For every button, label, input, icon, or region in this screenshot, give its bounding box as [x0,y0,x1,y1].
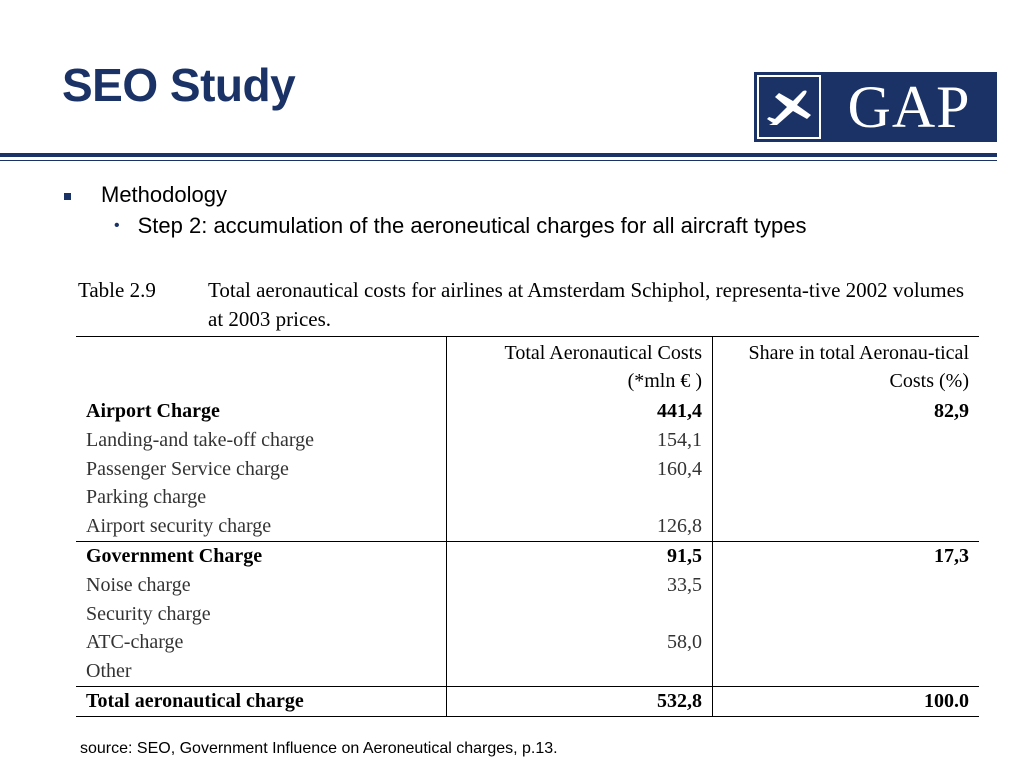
row-label: Airport security charge [86,515,272,538]
sub-bullet-step2 [114,213,807,239]
bullet-text: Methodology [101,182,227,207]
table-total-row [76,686,979,716]
header-share: Share in total Aeronau-tical Costs (%) [713,337,980,398]
table-row [76,397,979,426]
table-header-row [76,337,979,398]
row-share [713,657,980,686]
table-caption-text: Total aeronautical costs for airlines at Amsterdam Schiphol, representa-tive 2002 volumes at 2003 prices. [208,278,965,331]
row-share: 17,3 [713,541,980,570]
row-cost: 58,0 [447,628,713,657]
row-share [713,628,980,657]
row-share: 100.0 [713,686,980,716]
table-row [76,455,979,484]
row-cost [447,657,713,686]
row-cost: 532,8 [447,686,713,716]
airplane-icon [757,75,821,139]
table-row [76,426,979,455]
row-label: Total aeronautical charge [76,686,447,716]
square-bullet-icon [64,193,71,200]
row-cost: 91,5 [447,541,713,570]
row-share [713,571,980,600]
round-bullet-icon: • [114,217,120,234]
sub-bullet-text: Step 2: accumulation of the aeroneutical charges for all aircraft types [137,213,807,238]
table-caption [78,276,978,334]
row-share [713,455,980,484]
bullet-methodology [64,182,227,208]
row-cost: 154,1 [447,426,713,455]
row-share: 82,9 [713,397,980,426]
header-divider [0,153,997,157]
row-label: Noise charge [86,573,191,596]
row-label: Other [86,660,132,683]
table-row [76,600,979,629]
row-cost: 126,8 [447,512,713,541]
row-cost: 160,4 [447,455,713,484]
aeronautical-costs-table [76,336,979,717]
row-label: Government Charge [76,541,447,570]
table-row [76,541,979,570]
row-cost: 441,4 [447,397,713,426]
row-cost: 33,5 [447,571,713,600]
row-cost [447,600,713,629]
row-share [713,483,980,512]
table-row [76,483,979,512]
row-share [713,426,980,455]
header-costs: Total Aeronautical Costs (*mln € ) [447,337,713,398]
slide-title: SEO Study [62,59,296,111]
table-row [76,512,979,541]
row-label: ATC-charge [86,631,184,654]
table-row [76,657,979,686]
table-row [76,571,979,600]
row-label: Airport Charge [86,400,220,422]
row-label: Parking charge [86,486,207,509]
gap-logo [754,72,997,142]
table-caption-number: Table 2.9 [78,278,156,302]
table-row [76,628,979,657]
row-share [713,512,980,541]
row-label: Passenger Service charge [86,457,289,480]
header-label [76,337,447,398]
row-label: Landing-and take-off charge [86,428,315,451]
row-share [713,600,980,629]
row-label: Security charge [86,602,211,625]
header-divider-thin [0,160,997,161]
source-note: source: SEO, Government Influence on Aeroneutical charges, p.13. [80,740,558,757]
logo-text: GAP [847,74,971,140]
row-cost [447,483,713,512]
